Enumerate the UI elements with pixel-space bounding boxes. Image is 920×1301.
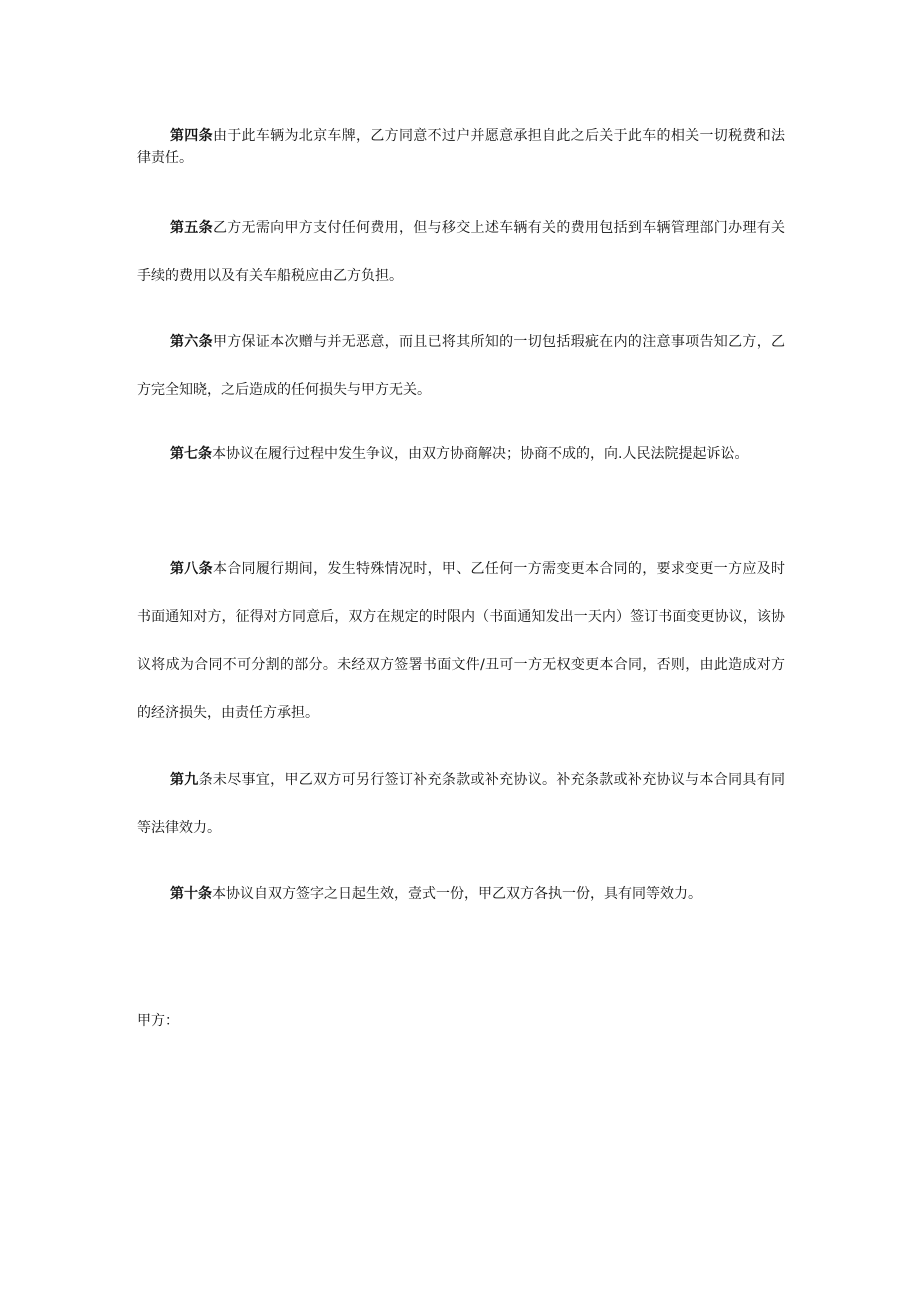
article-10 [137, 870, 785, 918]
article-4 [137, 125, 785, 169]
article-text: 本合同履行期间，发生特殊情况时，甲、乙任何一方需变更本合同的，要求变更一方应及时书面通知对方，征得对方同意后，双方在规定的时限内（书面通知发出一天内）签订书面变更协议，该协议将成为合同不可分割的部分。未经双方签署书面文件/丑可一方无权变更本合同，否则，由此造成对方的经济损失，由责任方承担。 [137, 561, 786, 721]
article-number: 第八条 [170, 561, 213, 577]
article-8 [137, 545, 785, 737]
article-text: 条未尽事宜，甲乙双方可另行签订补充条款或补充协议。补充条款或补充协议与本合同具有同等法律效力。 [137, 772, 786, 836]
article-number: 第六条 [170, 334, 213, 350]
article-5 [137, 204, 785, 300]
article-6 [137, 318, 785, 414]
article-9 [137, 756, 785, 852]
article-7 [137, 430, 785, 478]
article-number: 第七条 [170, 446, 212, 462]
article-number: 第五条 [170, 220, 213, 236]
article-number: 第四条 [170, 128, 213, 144]
article-text: 由于此车辆为北京车牌，乙方同意不过户并愿意承担自此之后关于此车的相关一切税费和法律责任。 [137, 128, 786, 166]
article-text: 甲方保证本次赠与并无恶意，而且已将其所知的一切包括瑕疵在内的注意事项告知乙方，乙方完全知晓，之后造成的任何损失与甲方无关。 [137, 334, 786, 398]
article-text: 本协议自双方签字之日起生效，壹式一份，甲乙双方各执一份，具有同等效力。 [212, 886, 702, 902]
article-text: 本协议在履行过程中发生争议，由双方协商解决；协商不成的，向.人民法院提起诉讼。 [212, 446, 749, 462]
article-number: 第十条 [170, 886, 212, 902]
article-text: 乙方无需向甲方支付任何费用，但与移交上述车辆有关的费用包括到车辆管理部门办理有关手续的费用以及有关车船税应由乙方负担。 [137, 220, 786, 284]
party-a-signature-label: 甲方： [137, 1013, 179, 1029]
article-number: 第九 [170, 772, 199, 788]
